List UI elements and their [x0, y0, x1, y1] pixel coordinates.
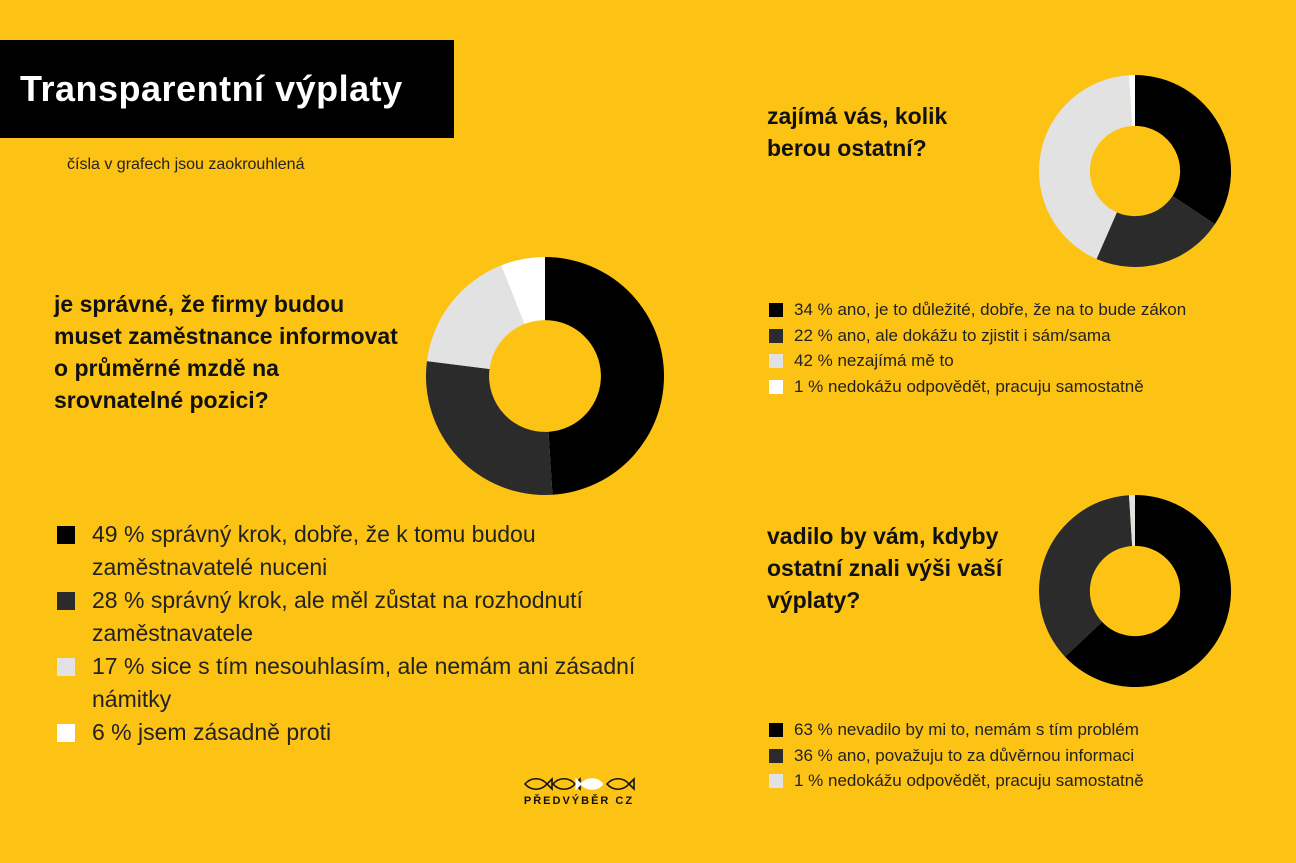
- page-title: Transparentní výplaty: [20, 68, 403, 109]
- legend-item: [57, 518, 657, 584]
- legend-label: 63 % nevadilo by mi to, nemám s tím problém: [794, 720, 1139, 739]
- legend-label: 42 % nezajímá mě to: [794, 351, 954, 370]
- legend-item: [769, 743, 1279, 769]
- brand-name: PŘEDVÝBĚR CZ: [523, 795, 635, 807]
- chart3-title: vadilo by vám, kdyby ostatní znali výši vaší výplaty?: [767, 523, 1003, 613]
- legend-swatch: [769, 749, 783, 763]
- chart1-title: je správné, že firmy budou muset zaměstnance informovat o průměrné mzdě na srovnatelné pozici?: [54, 291, 398, 413]
- legend-swatch: [769, 354, 783, 368]
- legend-label: 28 % správný krok, ale měl zůstat na rozhodnutí zaměstnavatele: [92, 587, 583, 646]
- legend-swatch: [57, 724, 75, 742]
- legend-label: 36 % ano, považuju to za důvěrnou informaci: [794, 745, 1135, 765]
- legend-swatch: [769, 774, 783, 788]
- legend-item: [769, 374, 1279, 400]
- legend-swatch: [769, 723, 783, 737]
- donut-slice: [1135, 75, 1231, 224]
- title-banner: [0, 40, 454, 138]
- chart2-legend: [769, 297, 1279, 399]
- legend-label: 17 % sice s tím nesouhlasím, ale nemám ani zásadní námitky: [92, 653, 636, 712]
- fish-row-icon: [523, 776, 635, 792]
- legend-label: 22 % ano, ale dokážu to zjistit i sám/sama: [794, 325, 1111, 345]
- legend-swatch: [769, 380, 783, 394]
- legend-swatch: [57, 658, 75, 676]
- chart1-legend: [57, 518, 657, 749]
- legend-label: 49 % správný krok, dobře, že k tomu budou zaměstnavatelé nuceni: [92, 521, 536, 580]
- legend-swatch: [769, 329, 783, 343]
- legend-label: 1 % nedokážu odpovědět, pracuju samostatně: [794, 771, 1144, 790]
- donut-slice: [426, 361, 552, 495]
- legend-item: [57, 584, 657, 650]
- legend-item: [57, 716, 657, 749]
- legend-item: [769, 717, 1279, 743]
- legend-item: [769, 768, 1279, 794]
- legend-item: [769, 297, 1279, 323]
- legend-swatch: [57, 592, 75, 610]
- chart3-donut: [1039, 495, 1231, 687]
- legend-swatch: [57, 526, 75, 544]
- chart3-legend: [769, 717, 1279, 794]
- legend-item: [57, 650, 657, 716]
- brand-logo: [518, 776, 640, 807]
- page-subtitle: čísla v grafech jsou zaokrouhlená: [67, 156, 305, 173]
- donut-slice: [545, 257, 664, 495]
- legend-swatch: [769, 303, 783, 317]
- legend-label: 34 % ano, je to důležité, dobře, že na to bude zákon: [794, 300, 1187, 319]
- chart2-title: zajímá vás, kolik berou ostatní?: [767, 103, 948, 161]
- legend-item: [769, 323, 1279, 349]
- legend-label: 6 % jsem zásadně proti: [92, 719, 332, 745]
- chart2-donut: [1039, 75, 1231, 267]
- donut-slice: [1039, 495, 1132, 657]
- legend-label: 1 % nedokážu odpovědět, pracuju samostatně: [794, 376, 1144, 396]
- chart1-donut: [426, 257, 664, 495]
- legend-item: [769, 348, 1279, 374]
